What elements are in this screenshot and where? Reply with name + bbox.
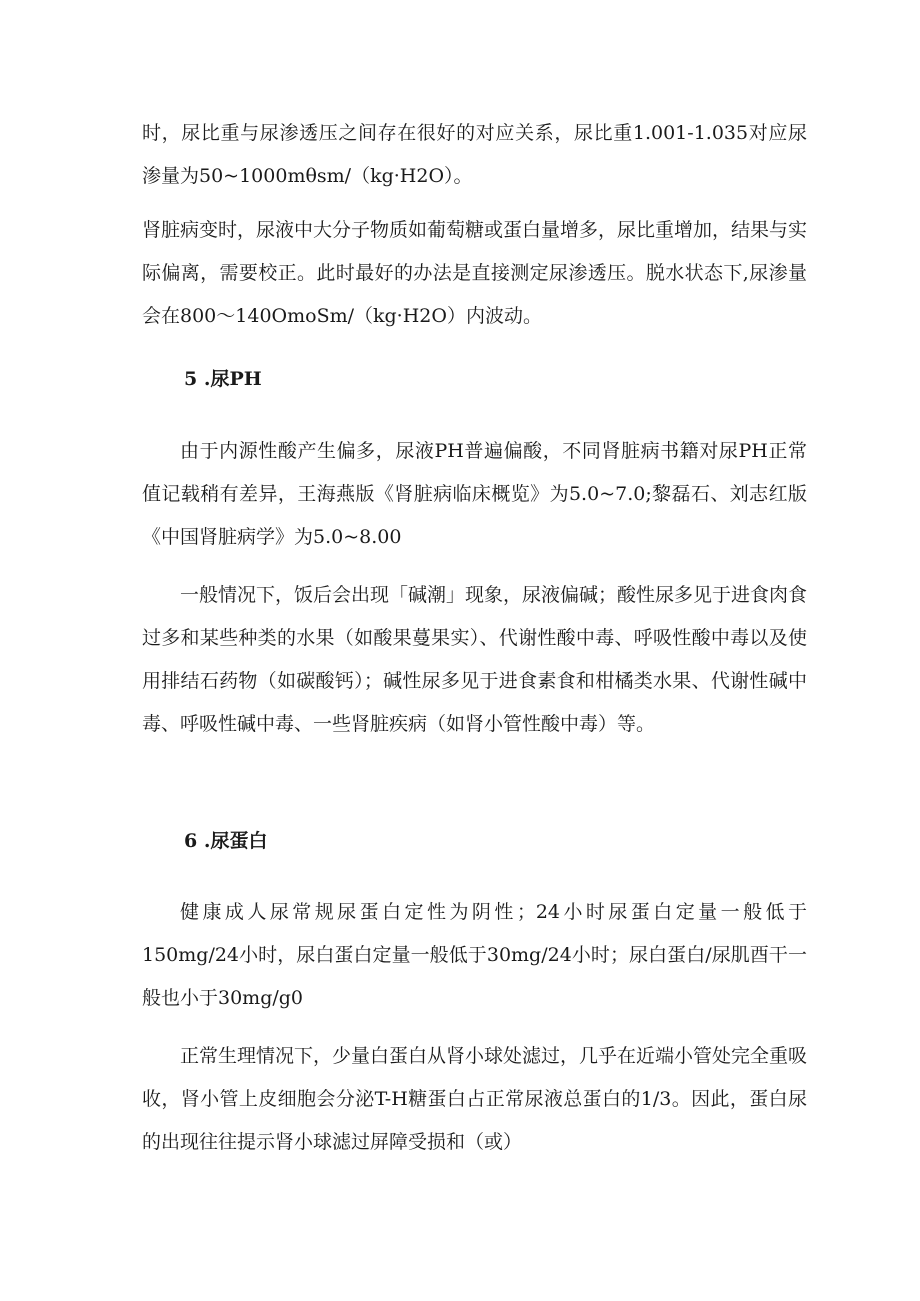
paragraph-urine-specific-gravity: 时，尿比重与尿渗透压之间存在很好的对应关系，尿比重1.001-1.035对应尿渗量为50~1000mθsm∕（kg·H2O）。 xyxy=(142,122,807,187)
paragraph-urine-ph-normal: 由于内源性酸产生偏多，尿液PH普遍偏酸，不同肾脏病书籍对尿PH正常值记载稍有差异，王海燕版《肾脏病临床概览》为5.0~7.0;黎磊石、刘志红版《中国肾脏病学》为5.0~8.00 xyxy=(142,440,807,548)
paragraph-alkaline-tide: 一般情况下，饭后会出现「碱潮」现象，尿液偏碱；酸性尿多见于进食肉食过多和某些种类的水果（如酸果蔓果实）、代谢性酸中毒、呼吸性酸中毒以及使用排结石药物（如碳酸钙）；碱性尿多见于进食素食和柑橘类水果、代谢性碱中毒、呼吸性碱中毒、一些肾脏疾病（如肾小管性酸中毒）等。 xyxy=(142,584,808,735)
paragraph-kidney-lesion-osmolality: 肾脏病变时，尿液中大分子物质如葡萄糖或蛋白量增多，尿比重增加，结果与实际偏离，需要校正。此时最好的办法是直接测定尿渗透压。脱水状态下,尿渗量会在800〜140OmoSm/（kg·H2O）内波动。 xyxy=(142,219,808,327)
section-heading-urine-protein: 6 .尿蛋白 xyxy=(184,830,268,852)
paragraph-albumin-reabsorption: 正常生理情况下，少量白蛋白从肾小球处滤过，几乎在近端小管处完全重吸收，肾小管上皮细胞会分泌T-H糖蛋白占正常尿液总蛋白的1/3。因此，蛋白尿的出现往往提示肾小球滤过屏障受损和（或） xyxy=(142,1045,808,1153)
section-heading-urine-ph: 5 .尿PH xyxy=(184,368,262,390)
paragraph-urine-protein-normal: 健康成人尿常规尿蛋白定性为阴性；24小时尿蛋白定量一般低于150mg/24小时，尿白蛋白定量一般低于30mg/24小时；尿白蛋白/尿肌酉干一般也小于30mg∕g0 xyxy=(142,901,807,1009)
